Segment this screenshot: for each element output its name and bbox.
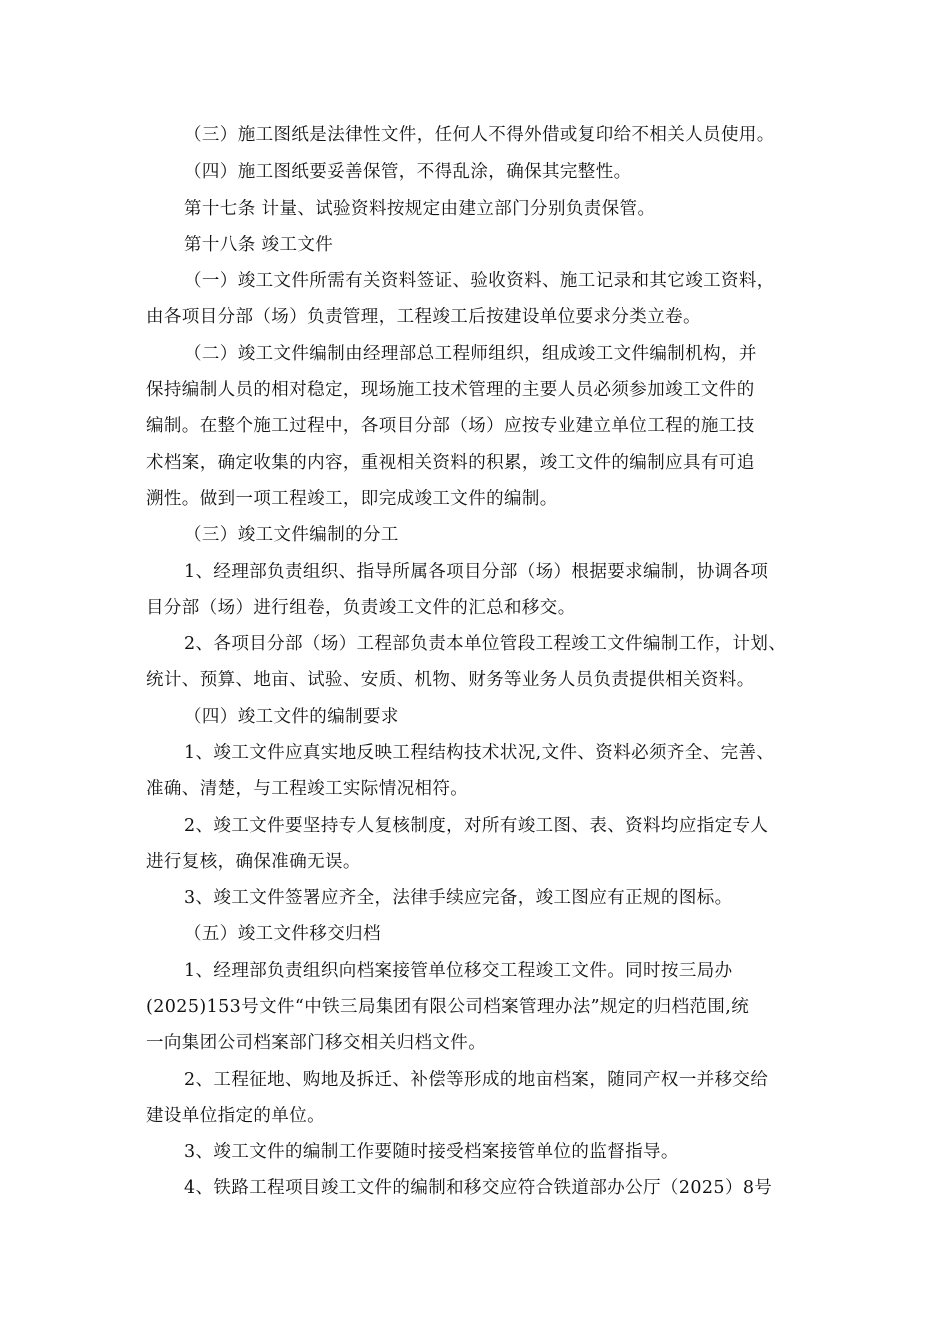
section-3-heading: （三）竣工文件编制的分工 <box>184 525 399 545</box>
para-completion-2-line-2: 保持编制人员的相对稳定，现场施工技术管理的主要人员必须参加竣工文件的 <box>146 380 755 400</box>
para-completion-2-line-3: 编制。在整个施工过程中，各项目分部（场）应按专业建立单位工程的施工技 <box>146 416 755 436</box>
item-5-2-line-1: 2、工程征地、购地及拆迁、补偿等形成的地亩档案，随同产权一并移交给 <box>184 1070 769 1090</box>
para-completion-2-line-1: （二）竣工文件编制由经理部总工程师组织，组成竣工文件编制机构，并 <box>184 344 757 364</box>
item-4-1-line-2: 准确、清楚，与工程竣工实际情况相符。 <box>146 779 469 799</box>
item-5-2-line-2: 建设单位指定的单位。 <box>146 1106 325 1126</box>
item-5-4: 4、铁路工程项目竣工文件的编制和移交应符合铁道部办公厅（2025）8号 <box>184 1178 773 1198</box>
para-completion-2-line-4: 术档案，确定收集的内容，重视相关资料的积累，竣工文件的编制应具有可追 <box>146 453 755 473</box>
para-completion-2-line-5: 溯性。做到一项工程竣工，即完成竣工文件的编制。 <box>146 489 558 509</box>
para-completion-1-line-2: 由各项目分部（场）负责管理，工程竣工后按建设单位要求分类立卷。 <box>146 307 701 327</box>
item-3-1-line-1: 1、经理部负责组织、指导所属各项目分部（场）根据要求编制，协调各项 <box>184 562 769 582</box>
item-5-3: 3、竣工文件的编制工作要随时接受档案接管单位的监督指导。 <box>184 1142 679 1162</box>
para-drawings-legal: （三）施工图纸是法律性文件，任何人不得外借或复印给不相关人员使用。 <box>184 125 775 145</box>
section-4-heading: （四）竣工文件的编制要求 <box>184 707 399 727</box>
item-4-1-line-1: 1、竣工文件应真实地反映工程结构技术状况,文件、资料必须齐全、完善、 <box>184 743 775 763</box>
item-5-1-line-1: 1、经理部负责组织向档案接管单位移交工程竣工文件。同时按三局办 <box>184 961 733 981</box>
section-5-heading: （五）竣工文件移交归档 <box>184 924 381 944</box>
item-4-2-line-2: 进行复核，确保准确无误。 <box>146 852 361 872</box>
article-17: 第十七条 计量、试验资料按规定由建立部门分别负责保管。 <box>184 199 656 219</box>
item-3-1-line-2: 目分部（场）进行组卷，负责竣工文件的汇总和移交。 <box>146 598 576 618</box>
para-completion-1-line-1: （一）竣工文件所需有关资料签证、验收资料、施工记录和其它竣工资料， <box>184 271 775 291</box>
item-3-2-line-1: 2、各项目分部（场）工程部负责本单位管段工程竣工文件编制工作，计划、 <box>184 634 787 654</box>
item-5-1-line-3: 一向集团公司档案部门移交相关归档文件。 <box>146 1033 487 1053</box>
item-4-3: 3、竣工文件签署应齐全，法律手续应完备，竣工图应有正规的图标。 <box>184 888 733 908</box>
item-4-2-line-1: 2、竣工文件要坚持专人复核制度，对所有竣工图、表、资料均应指定专人 <box>184 816 769 836</box>
para-drawings-storage: （四）施工图纸要妥善保管，不得乱涂，确保其完整性。 <box>184 162 632 182</box>
article-18-heading: 第十八条 竣工文件 <box>184 235 334 255</box>
item-3-2-line-2: 统计、预算、地亩、试验、安质、机物、财务等业务人员负责提供相关资料。 <box>146 670 755 690</box>
item-5-1-line-2: (2025)153号文件“中铁三局集团有限公司档案管理办法”规定的归档范围,统 <box>146 997 750 1017</box>
